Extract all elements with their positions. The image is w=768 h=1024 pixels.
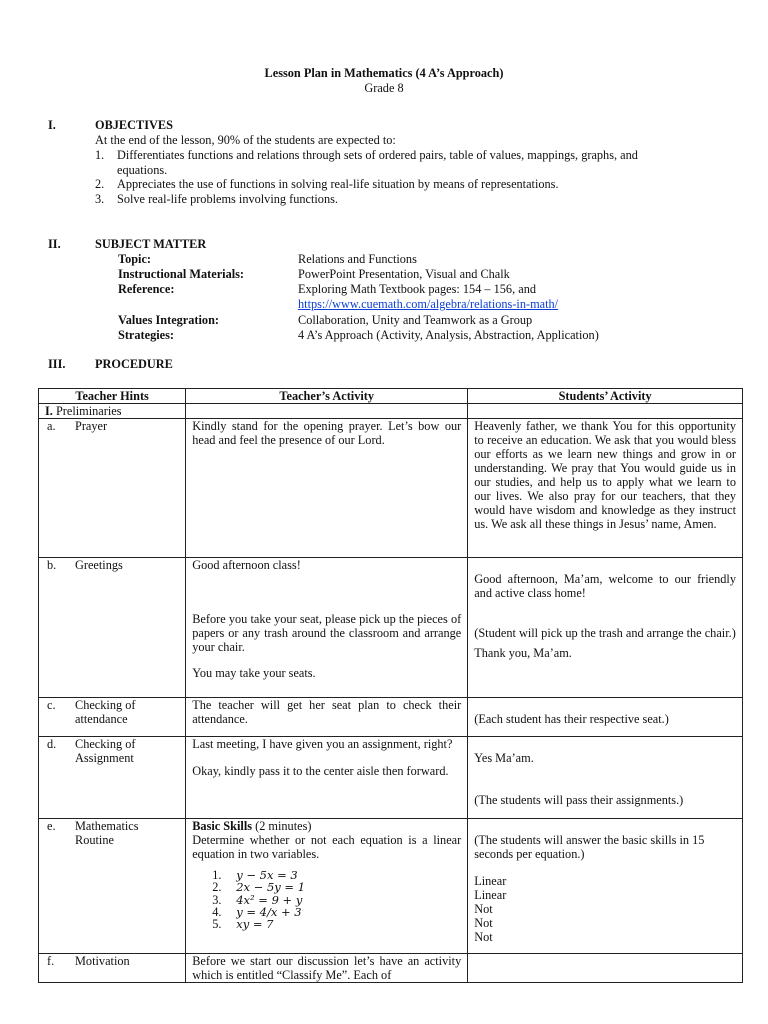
equation-number: 5. bbox=[212, 917, 222, 932]
equation-list bbox=[192, 869, 461, 930]
topic-value: Relations and Functions bbox=[298, 252, 417, 266]
equation: xy = 7 bbox=[236, 917, 274, 932]
hint-label: Motivation bbox=[75, 954, 130, 968]
hint-label: Greetings bbox=[75, 558, 123, 572]
hint-cell bbox=[39, 558, 186, 698]
objectives-number: I. bbox=[48, 118, 56, 132]
list-item bbox=[192, 918, 461, 930]
table-row-preliminaries bbox=[39, 404, 743, 419]
teacher-line: Last meeting, I have given you an assignment, right? bbox=[192, 737, 453, 751]
preliminaries-cell bbox=[39, 404, 186, 419]
teacher-activity-cell: Kindly stand for the opening prayer. Let’s bow our head and feel the presence of our Lord. bbox=[186, 419, 468, 558]
teacher-activity-cell: The teacher will get her seat plan to check their attendance. bbox=[186, 698, 468, 737]
row-letter: f. bbox=[47, 954, 55, 968]
procedure-table bbox=[38, 388, 743, 983]
teacher-line: Okay, kindly pass it to the center aisle then forward. bbox=[192, 764, 449, 778]
preliminaries-number: I. bbox=[45, 404, 53, 418]
objective-text: Solve real-life problems involving functions. bbox=[117, 192, 338, 206]
answer: Not bbox=[474, 902, 493, 916]
list-item bbox=[192, 894, 461, 906]
row-letter: a. bbox=[47, 419, 56, 433]
teacher-line: Before you take your seat, please pick up the pieces of papers or any trash around the classroom and arrange your chair. bbox=[192, 612, 462, 654]
reference-link[interactable]: https://www.cuemath.com/algebra/relations-in-math/ bbox=[298, 297, 559, 311]
answer: Not bbox=[474, 916, 493, 930]
hint-label-cont: attendance bbox=[75, 712, 128, 726]
equation-number: 4. bbox=[212, 904, 222, 919]
table-row-attendance bbox=[39, 698, 743, 737]
objective-text-cont: equations. bbox=[117, 163, 168, 177]
hint-label: Prayer bbox=[75, 419, 108, 433]
objectives-intro: At the end of the lesson, 90% of the students are expected to: bbox=[95, 133, 396, 147]
teacher-activity-cell bbox=[186, 819, 468, 954]
equation: 2x − 5y = 1 bbox=[236, 880, 306, 895]
header-teacher-activity: Teacher’s Activity bbox=[186, 389, 468, 404]
table-row-motivation bbox=[39, 954, 743, 983]
strategies-value: 4 A’s Approach (Activity, Analysis, Abstraction, Application) bbox=[298, 328, 599, 342]
header-students-activity: Students’ Activity bbox=[468, 389, 743, 404]
equation: y − 5x = 3 bbox=[236, 868, 298, 882]
subject-matter-number: II. bbox=[48, 237, 61, 251]
hint-cell bbox=[39, 698, 186, 737]
values-value: Collaboration, Unity and Teamwork as a Group bbox=[298, 313, 533, 327]
objective-number: 2. bbox=[95, 177, 105, 191]
teacher-activity-cell bbox=[186, 558, 468, 698]
hint-label: Checking of bbox=[75, 737, 136, 751]
students-line: (The students will answer the basic skills in 15 seconds per equation.) bbox=[474, 833, 705, 861]
objective-number: 1. bbox=[95, 148, 105, 162]
students-line: Yes Ma’am. bbox=[474, 751, 534, 765]
hint-label: Checking of bbox=[75, 698, 136, 712]
students-line: Good afternoon, Ma’am, welcome to our friendly and active class home! bbox=[474, 572, 736, 600]
topic-label: Topic: bbox=[118, 252, 152, 266]
strategies-label: Strategies: bbox=[118, 328, 174, 342]
row-letter: c. bbox=[47, 698, 56, 712]
basic-skills-time: (2 minutes) bbox=[252, 819, 312, 833]
teacher-line: Determine whether or not each equation is a linear equation in two variables. bbox=[192, 833, 462, 861]
hint-label: Mathematics bbox=[75, 819, 139, 833]
list-item bbox=[192, 906, 461, 918]
grade-label: Grade 8 bbox=[364, 81, 404, 95]
procedure-number: III. bbox=[48, 357, 66, 371]
answer-list bbox=[474, 874, 736, 944]
procedure-heading: PROCEDURE bbox=[95, 357, 173, 371]
header-teacher-hints: Teacher Hints bbox=[39, 389, 186, 404]
preliminaries-label: Preliminaries bbox=[55, 404, 122, 418]
table-row-math-routine bbox=[39, 819, 743, 954]
hint-label-cont: Routine bbox=[75, 833, 114, 847]
row-letter: b. bbox=[47, 558, 57, 572]
list-item bbox=[192, 869, 461, 881]
equation: 4x² = 9 + y bbox=[236, 892, 303, 907]
students-activity-cell bbox=[468, 737, 743, 819]
objectives-heading: OBJECTIVES bbox=[95, 118, 173, 132]
students-activity-cell: Heavenly father, we thank You for this opportunity to receive an education. We ask that you would bless our efforts as we learn new things and grow in or understanding. We pray that You would guide us in our studies, and help us to apply what we learn to our lives. We also pray for our teachers, that they would have wisdom and knowledge as they instruct us. We ask all these things in Jesus’ name, Amen. bbox=[468, 419, 743, 558]
reference-label: Reference: bbox=[118, 282, 175, 296]
materials-value: PowerPoint Presentation, Visual and Chalk bbox=[298, 267, 510, 281]
subject-matter-heading: SUBJECT MATTER bbox=[95, 237, 207, 251]
objective-text: Differentiates functions and relations through sets of ordered pairs, table of values, mappings, graphs, and bbox=[117, 148, 638, 162]
row-letter: d. bbox=[47, 737, 57, 751]
materials-label: Instructional Materials: bbox=[118, 267, 245, 281]
answer: Linear bbox=[474, 888, 507, 902]
objective-number: 3. bbox=[95, 192, 105, 206]
table-row-greetings bbox=[39, 558, 743, 698]
answer: Not bbox=[474, 930, 493, 944]
students-activity-cell bbox=[468, 819, 743, 954]
row-letter: e. bbox=[47, 819, 56, 833]
hint-cell bbox=[39, 954, 186, 983]
teacher-line: Good afternoon class! bbox=[192, 558, 301, 572]
students-line: (Student will pick up the trash and arrange the chair.) bbox=[474, 626, 736, 640]
teacher-line: You may take your seats. bbox=[192, 666, 316, 680]
document-title: Lesson Plan in Mathematics (4 A’s Approach) bbox=[264, 66, 504, 80]
teacher-activity-cell bbox=[186, 737, 468, 819]
table-row-assignment bbox=[39, 737, 743, 819]
students-activity-cell bbox=[468, 558, 743, 698]
students-line: (Each student has their respective seat.) bbox=[474, 712, 669, 726]
list-item bbox=[192, 881, 461, 893]
equation-number: 1. bbox=[212, 868, 222, 882]
objective-text: Appreciates the use of functions in solving real-life situation by means of representations. bbox=[117, 177, 559, 191]
hint-cell bbox=[39, 419, 186, 558]
students-line: Thank you, Ma’am. bbox=[474, 646, 572, 660]
equation-number: 2. bbox=[212, 880, 222, 895]
empty-cell bbox=[468, 404, 743, 419]
basic-skills-label: Basic Skills bbox=[192, 819, 253, 833]
teacher-activity-cell: Before we start our discussion let’s have an activity which is entitled “Classify Me”. Each of bbox=[186, 954, 468, 983]
equation: y = 4/x + 3 bbox=[236, 904, 302, 919]
equation-number: 3. bbox=[212, 892, 222, 907]
students-activity-cell bbox=[468, 698, 743, 737]
reference-value: Exploring Math Textbook pages: 154 – 156, and bbox=[298, 282, 536, 296]
table-row-prayer bbox=[39, 419, 743, 558]
values-label: Values Integration: bbox=[118, 313, 219, 327]
students-activity-cell bbox=[468, 954, 743, 983]
hint-cell bbox=[39, 819, 186, 954]
hint-label-cont: Assignment bbox=[75, 751, 134, 765]
hint-cell bbox=[39, 737, 186, 819]
table-header-row bbox=[39, 389, 743, 404]
students-line: (The students will pass their assignments.) bbox=[474, 793, 684, 807]
empty-cell bbox=[186, 404, 468, 419]
answer: Linear bbox=[474, 874, 507, 888]
